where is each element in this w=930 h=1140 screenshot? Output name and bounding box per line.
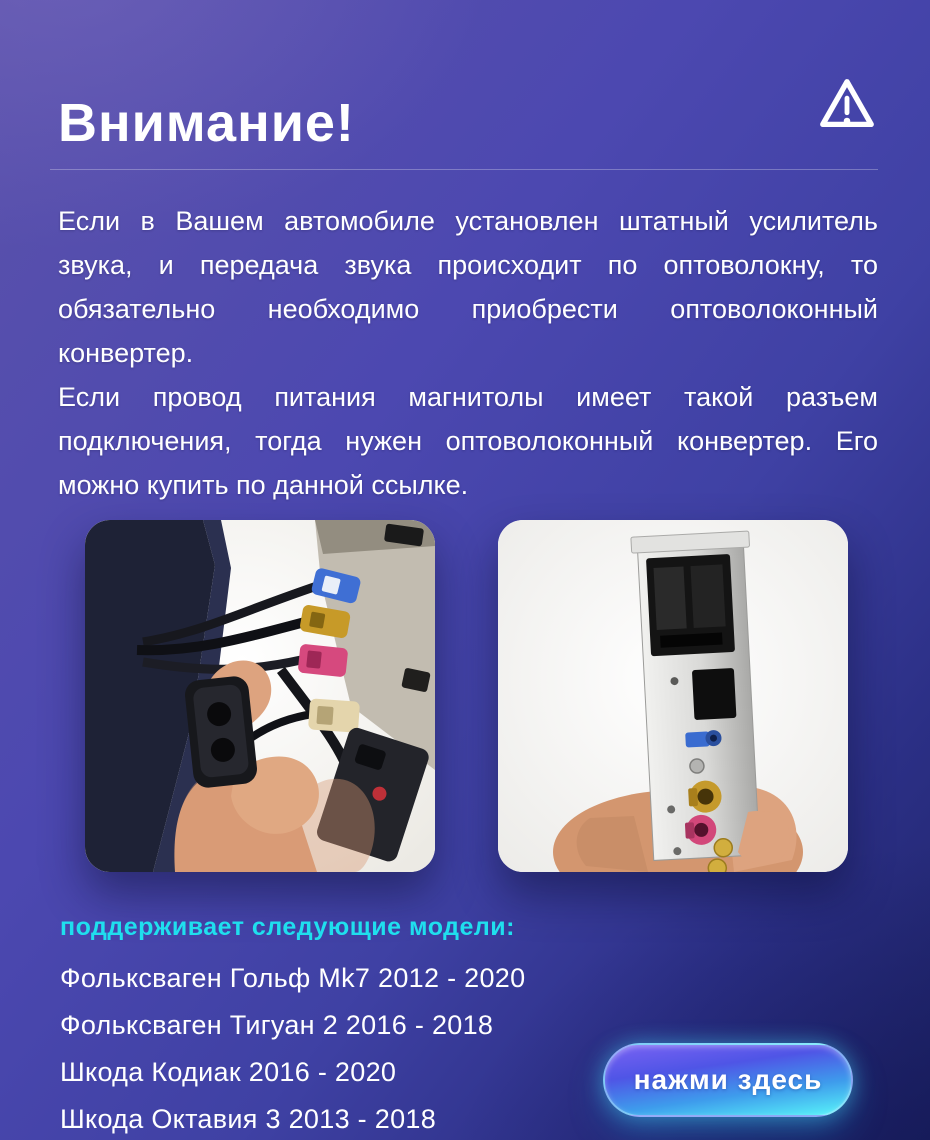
divider-line [50, 169, 878, 170]
photo-headunit-rear-illustration [498, 520, 848, 872]
supported-models-heading: поддерживает следующие модели: [60, 913, 515, 941]
photo-fiber-plug-in-hand [85, 520, 435, 872]
cream-connector [308, 698, 360, 732]
supported-models-section [60, 913, 525, 1140]
intro-paragraph-2: Если провод питания магнитолы имеет такой разъем подключения, тогда нужен оптоволоконный конвертер. Его можно купить по данной ссылке. [58, 382, 878, 500]
intro-paragraph-1: Если в Вашем автомобиле установлен штатный усилитель звука, и передача звука происходит по оптоволокну, то обязательно необходимо приобрести оптоволоконный конвертер. [58, 206, 878, 368]
page-title: Внимание! [58, 93, 355, 154]
click-here-label: нажми здесь [633, 1064, 823, 1095]
model-item-octavia-3: Шкода Октавия 3 2013 - 2018 [60, 1104, 437, 1134]
photo-row [85, 520, 848, 872]
click-here-button[interactable] [603, 1043, 853, 1117]
photo-fiber-plug-illustration [85, 520, 435, 872]
blue-fakra-port [685, 730, 722, 748]
model-item-kodiaq: Шкода Кодиак 2016 - 2020 [60, 1057, 397, 1087]
fiber-optic-plug [184, 675, 259, 789]
pink-fakra-connector [298, 644, 349, 678]
intro-text [58, 199, 878, 507]
warning-triangle-icon [816, 74, 878, 136]
photo-headunit-rear-in-hand [498, 520, 848, 872]
model-item-tiguan-2: Фольксваген Тигуан 2 2016 - 2018 [60, 1010, 494, 1040]
model-item-golf-mk7: Фольксваген Гольф Mk7 2012 - 2020 [60, 963, 526, 993]
